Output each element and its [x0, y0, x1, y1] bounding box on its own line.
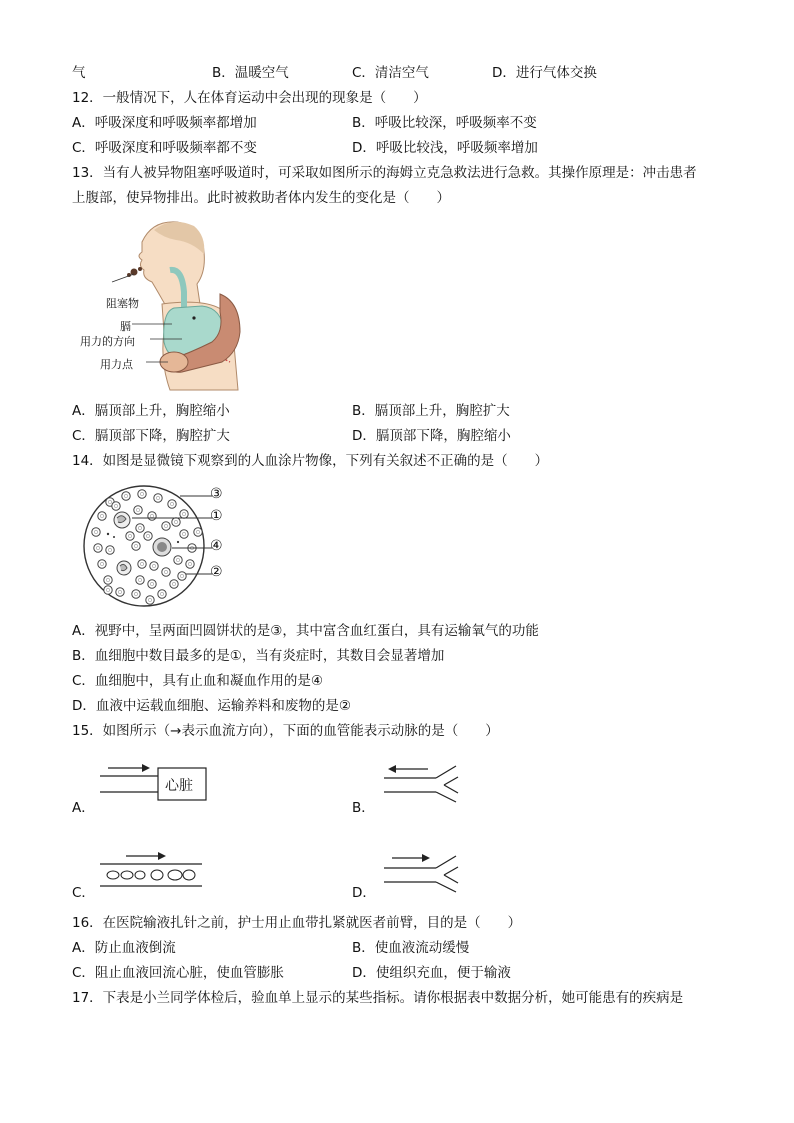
label-3: ③ — [210, 486, 223, 502]
q16-option-b: B．使血液流动缓慢 — [352, 940, 470, 956]
red-blood-cell — [126, 532, 134, 540]
red-blood-cell — [150, 562, 158, 570]
vessel-d-diagram — [384, 848, 464, 894]
q15-option-b: B． — [352, 800, 375, 816]
red-blood-cell — [116, 588, 124, 596]
q15-stem: 15．如图所示（→表示血流方向），下面的血管能表示动脉的是（ ） — [72, 723, 499, 739]
q13-stem-line2: 上腹部，使异物排出。此时被救助者体内发生的变化是（ ） — [72, 190, 450, 206]
q17-stem: 17．下表是小兰同学体检后，验血单上显示的某些指标。请你根据表中数据分析，她可能患有的疾病是 — [72, 990, 684, 1006]
q12-option-d: D．呼吸比较浅，呼吸频率增加 — [352, 140, 538, 156]
red-blood-cell — [148, 512, 156, 520]
q14-option-d: D．血液中运载血细胞、运输养料和废物的是② — [72, 698, 351, 714]
red-blood-cell — [168, 500, 176, 508]
red-blood-cell — [154, 494, 162, 502]
label-4: ④ — [210, 538, 223, 554]
red-blood-cell — [132, 542, 140, 550]
q13-option-c: C．膈顶部下降，胸腔扩大 — [72, 428, 230, 444]
q15-option-c: C． — [72, 885, 95, 901]
q13-option-b: B．膈顶部上升，胸腔扩大 — [352, 403, 510, 419]
red-blood-cell — [138, 490, 146, 498]
label-1: ① — [210, 508, 223, 524]
red-blood-cell — [162, 568, 170, 576]
red-blood-cell — [146, 596, 154, 604]
q16-option-a: A．防止血液倒流 — [72, 940, 176, 956]
q14-stem: 14．如图是显微镜下观察到的人血涂片物像，下列有关叙述不正确的是（ ） — [72, 453, 549, 469]
q16-option-c: C．阻止血液回流心脏，使血管膨胀 — [72, 965, 284, 981]
red-blood-cell — [104, 576, 112, 584]
red-blood-cell — [186, 560, 194, 568]
red-blood-cell — [134, 506, 142, 514]
red-blood-cell — [94, 544, 102, 552]
red-blood-cell — [162, 522, 170, 530]
red-blood-cell — [98, 512, 106, 520]
red-blood-cell — [144, 532, 152, 540]
q11-option-c: C．清洁空气 — [352, 65, 429, 81]
vessel-b-diagram — [384, 760, 464, 802]
q14-option-b: B．血细胞中数目最多的是①，当有炎症时，其数目会显著增加 — [72, 648, 445, 664]
q15-option-a: A． — [72, 800, 95, 816]
q11-option-a: 气 — [72, 65, 86, 81]
label-diaphragm: 膈 — [120, 320, 131, 333]
red-blood-cell — [98, 560, 106, 568]
red-blood-cell — [92, 528, 100, 536]
red-blood-cell — [136, 576, 144, 584]
red-blood-cell — [170, 580, 178, 588]
q15-option-d: D． — [352, 885, 376, 901]
red-blood-cell — [158, 590, 166, 598]
red-blood-cell — [122, 492, 130, 500]
heimlich-illustration — [72, 212, 252, 392]
red-blood-cell — [132, 590, 140, 598]
label-obstruction: 阻塞物 — [106, 297, 139, 310]
q12-option-a: A．呼吸深度和呼吸频率都增加 — [72, 115, 257, 131]
label-2: ② — [210, 564, 223, 580]
red-blood-cell — [148, 580, 156, 588]
red-blood-cell — [104, 586, 112, 594]
red-blood-cell — [138, 560, 146, 568]
q16-stem: 16．在医院输液扎针之前，护士用止血带扎紧就医者前臂，目的是（ ） — [72, 915, 522, 931]
red-blood-cell — [172, 518, 180, 526]
vessel-a-diagram — [100, 762, 220, 804]
q13-option-d: D．膈顶部下降，胸腔缩小 — [352, 428, 511, 444]
red-blood-cell — [174, 556, 182, 564]
q16-option-d: D．使组织充血，便于输液 — [352, 965, 511, 981]
red-blood-cell — [112, 502, 120, 510]
q13-stem-line1: 13．当有人被异物阻塞呼吸道时，可采取如图所示的海姆立克急救法进行急救。其操作原理是：冲击患者 — [72, 165, 697, 181]
red-blood-cell — [178, 572, 186, 580]
q14-option-a: A．视野中，呈两面凹圆饼状的是③，其中富含血红蛋白，具有运输氧气的功能 — [72, 623, 539, 639]
blood-smear-illustration — [80, 482, 220, 612]
red-blood-cell — [194, 528, 202, 536]
label-force-direction: 用力的方向 — [80, 335, 135, 348]
label-force-point: 用力点 — [100, 358, 133, 371]
q12-option-c: C．呼吸深度和呼吸频率都不变 — [72, 140, 257, 156]
q14-option-c: C．血细胞中，具有止血和凝血作用的是④ — [72, 673, 324, 689]
q12-stem: 12．一般情况下，人在体育运动中会出现的现象是（ ） — [72, 90, 427, 106]
q12-option-b: B．呼吸比较深，呼吸频率不变 — [352, 115, 537, 131]
heart-label: 心脏 — [165, 778, 193, 794]
q11-option-d: D．进行气体交换 — [492, 65, 597, 81]
red-blood-cell — [180, 530, 188, 538]
red-blood-cell — [180, 510, 188, 518]
q11-option-b: B．温暖空气 — [212, 65, 289, 81]
vessel-c-diagram — [100, 848, 204, 888]
red-blood-cell — [106, 546, 114, 554]
red-blood-cell — [136, 524, 144, 532]
q13-option-a: A．膈顶部上升，胸腔缩小 — [72, 403, 230, 419]
